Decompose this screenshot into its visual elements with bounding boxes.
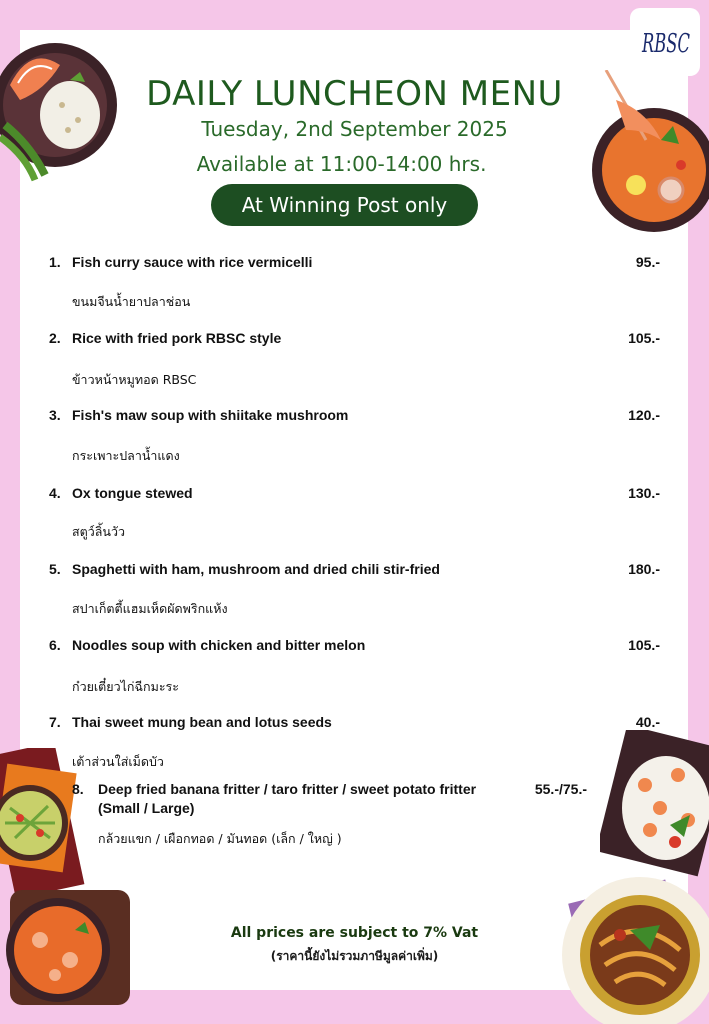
rbsc-logo (630, 8, 700, 76)
item-number: 6. (49, 637, 61, 653)
item-name-th: สปาเก็ตตี้แฮมเห็ดผัดพริกแห้ง (72, 601, 228, 616)
item-name-en: Noodles soup with chicken and bitter melon (72, 637, 366, 653)
item-name-en: Ox tongue stewed (72, 485, 193, 501)
item-price: 40.- (635, 714, 660, 730)
item-number: 3. (49, 407, 61, 423)
item-number: 1. (49, 254, 61, 270)
item-price: 105.- (628, 330, 660, 346)
shrimp-rice-plate-icon (600, 730, 709, 880)
item-number: 8. (72, 781, 84, 797)
item-price: 55.-/75.- (534, 781, 587, 797)
logo-letters: RBSC (641, 29, 691, 59)
item-price: 130.- (628, 485, 660, 501)
item-name-en: Fish's maw soup with shiitake mushroom (72, 407, 349, 423)
menu-title: DAILY LUNCHEON MENU (146, 74, 563, 114)
item-size-note: (Small / Large) (98, 800, 195, 816)
item-price: 95.- (635, 254, 660, 270)
item-price: 180.- (628, 561, 660, 577)
item-name-th: ก๋วยเตี๋ยวไก่ฉีกมะระ (72, 679, 179, 694)
item-name-en: Spaghetti with ham, mushroom and dried chili stir-fried (72, 561, 440, 577)
item-price: 120.- (628, 407, 660, 423)
location-badge: At Winning Post only (211, 184, 478, 226)
item-number: 7. (49, 714, 61, 730)
item-name-en: Thai sweet mung bean and lotus seeds (72, 714, 332, 730)
item-number: 5. (49, 561, 61, 577)
item-name-th: กล้วยแขก / เผือกทอด / มันทอด (เล็ก / ใหญ่ ) (98, 831, 342, 846)
curry-bowl-icon (0, 880, 135, 1010)
item-name-en: Fish curry sauce with rice vermicelli (72, 254, 313, 270)
item-number: 4. (49, 485, 61, 501)
item-name-en: Rice with fried pork RBSC style (72, 330, 282, 346)
item-name-th: ข้าวหน้าหมูทอด RBSC (72, 372, 197, 387)
item-name-th: สตูว์ลิ้นวัว (72, 524, 126, 539)
item-name-th: กระเพาะปลาน้ำแดง (72, 448, 180, 463)
item-name-en: Deep fried banana fritter / taro fritter / sweet potato fritter (98, 781, 477, 797)
item-name-th: เต้าส่วนใส่เม็ดบัว (72, 754, 164, 769)
vat-note: All prices are subject to 7% Vat (230, 925, 479, 941)
item-name-th: ขนมจีนน้ำยาปลาช่อน (72, 294, 191, 309)
availability-hours: Available at 11:00-14:00 hrs. (196, 152, 487, 176)
item-price: 105.- (628, 637, 660, 653)
item-number: 2. (49, 330, 61, 346)
menu-date: Tuesday, 2nd September 2025 (201, 117, 508, 141)
vat-note-thai: (ราคานี้ยังไม่รวมภาษีมูลค่าเพิ่ม) (270, 949, 439, 963)
